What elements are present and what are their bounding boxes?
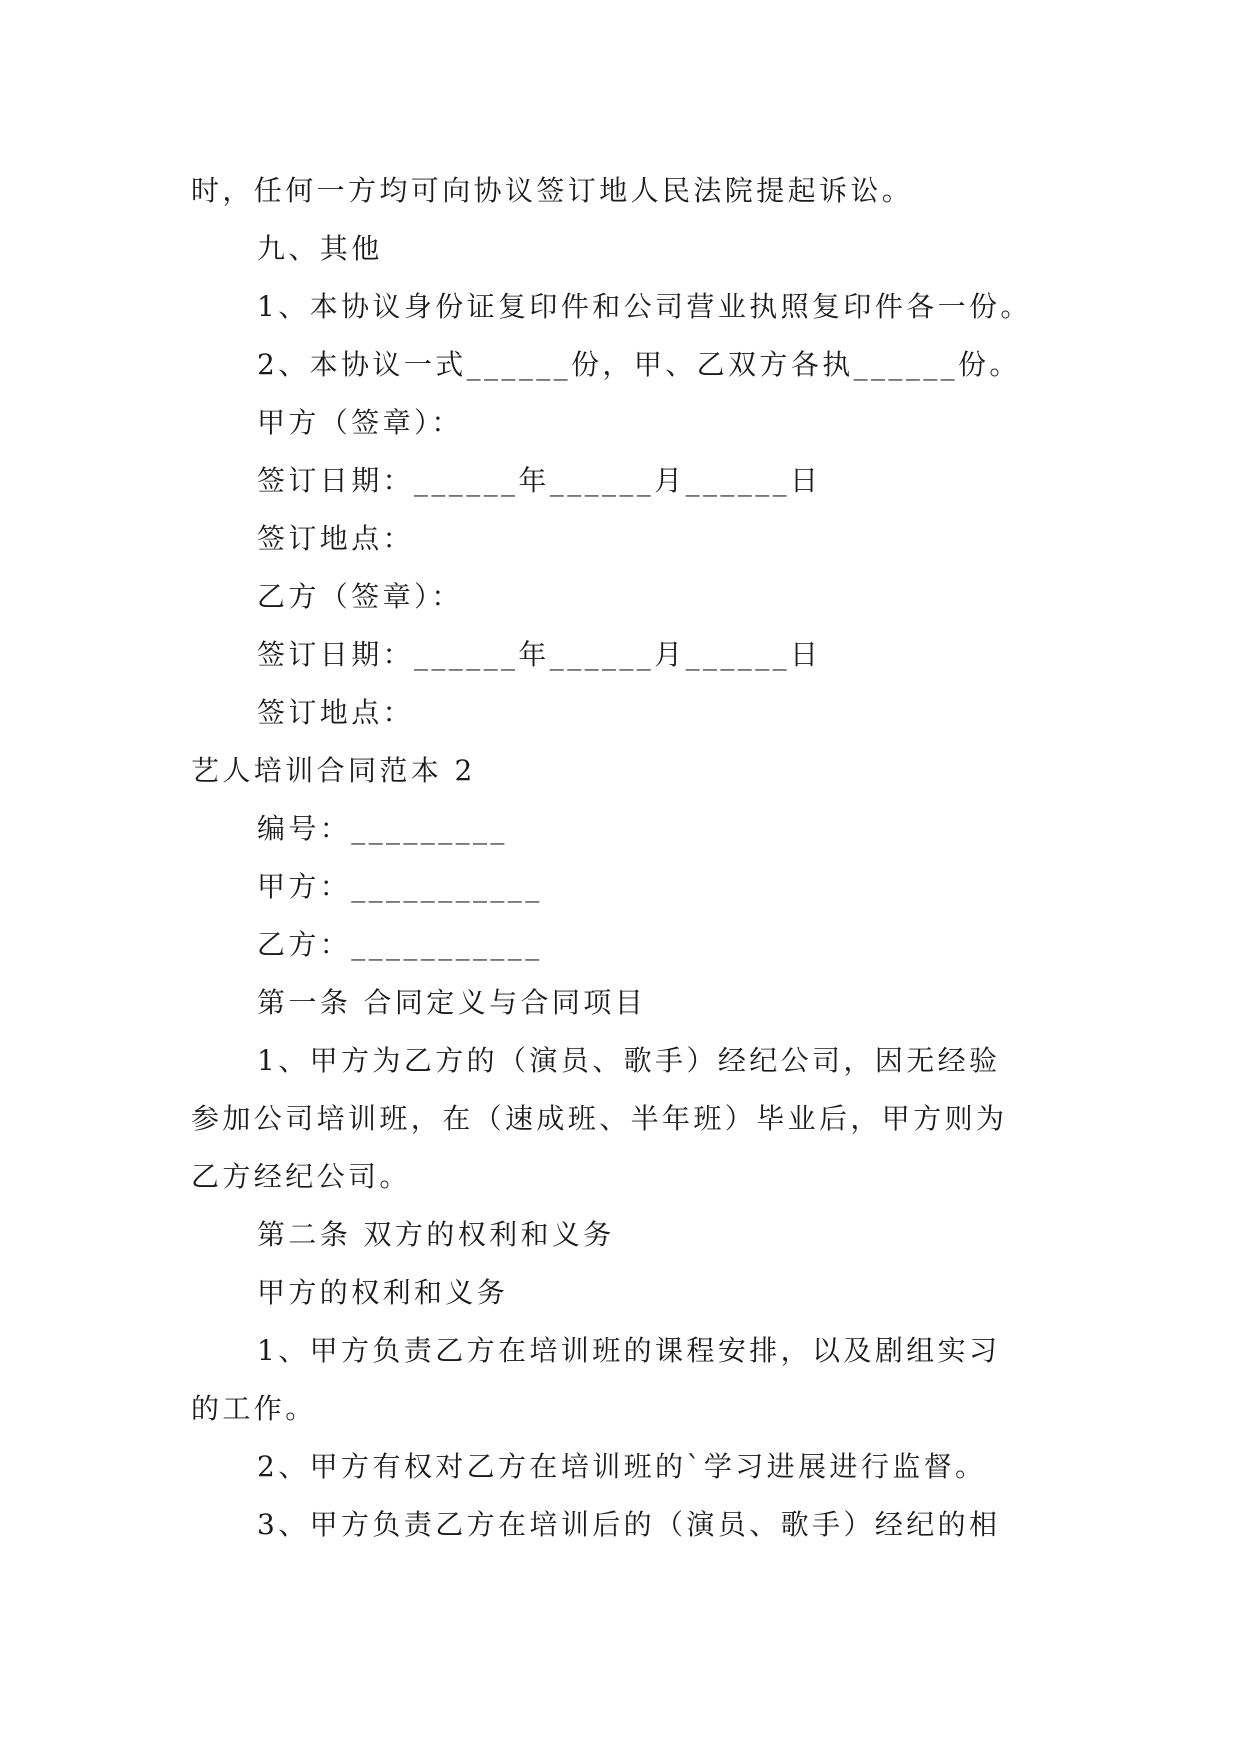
signing-date-line: 签订日期：______年______月______日 — [257, 638, 822, 671]
party-a-field: 甲方：___________ — [257, 870, 543, 903]
paragraph-line: 1、本协议身份证复印件和公司营业执照复印件各一份。 — [257, 290, 1032, 323]
paragraph-line: 2、甲方有权对乙方在培训班的`学习进展进行监督。 — [257, 1450, 987, 1483]
contract-number-field: 编号：_________ — [257, 812, 508, 845]
section-heading-others: 九、其他 — [257, 232, 383, 265]
paragraph-line: 1、甲方为乙方的（演员、歌手）经纪公司，因无经验 — [257, 1044, 1001, 1077]
document-title: 艺人培训合同范本 2 — [191, 754, 476, 787]
document-body — [191, 162, 1071, 1554]
paragraph-line: 乙方经纪公司。 — [191, 1160, 411, 1193]
paragraph-line: 参加公司培训班，在（速成班、半年班）毕业后，甲方则为 — [191, 1102, 1008, 1135]
paragraph-line: 2、本协议一式______份，甲、乙双方各执______份。 — [257, 348, 1021, 381]
paragraph-line: 时，任何一方均可向协议签订地人民法院提起诉讼。 — [191, 174, 914, 207]
paragraph-line: 1、甲方负责乙方在培训班的课程安排，以及剧组实习 — [257, 1334, 1001, 1367]
subsection-heading: 甲方的权利和义务 — [257, 1276, 509, 1309]
signing-place-label: 签订地点： — [257, 696, 415, 729]
paragraph-line: 3、甲方负责乙方在培训后的（演员、歌手）经纪的相 — [257, 1508, 1001, 1541]
article-heading: 第一条 合同定义与合同项目 — [257, 986, 647, 1019]
signing-place-label: 签订地点： — [257, 522, 415, 555]
party-a-signature-label: 甲方（签章）： — [257, 406, 463, 439]
party-b-signature-label: 乙方（签章）： — [257, 580, 463, 613]
paragraph-line: 的工作。 — [191, 1392, 317, 1425]
article-heading: 第二条 双方的权利和义务 — [257, 1218, 615, 1251]
party-b-field: 乙方：___________ — [257, 928, 543, 961]
signing-date-line: 签订日期：______年______月______日 — [257, 464, 822, 497]
